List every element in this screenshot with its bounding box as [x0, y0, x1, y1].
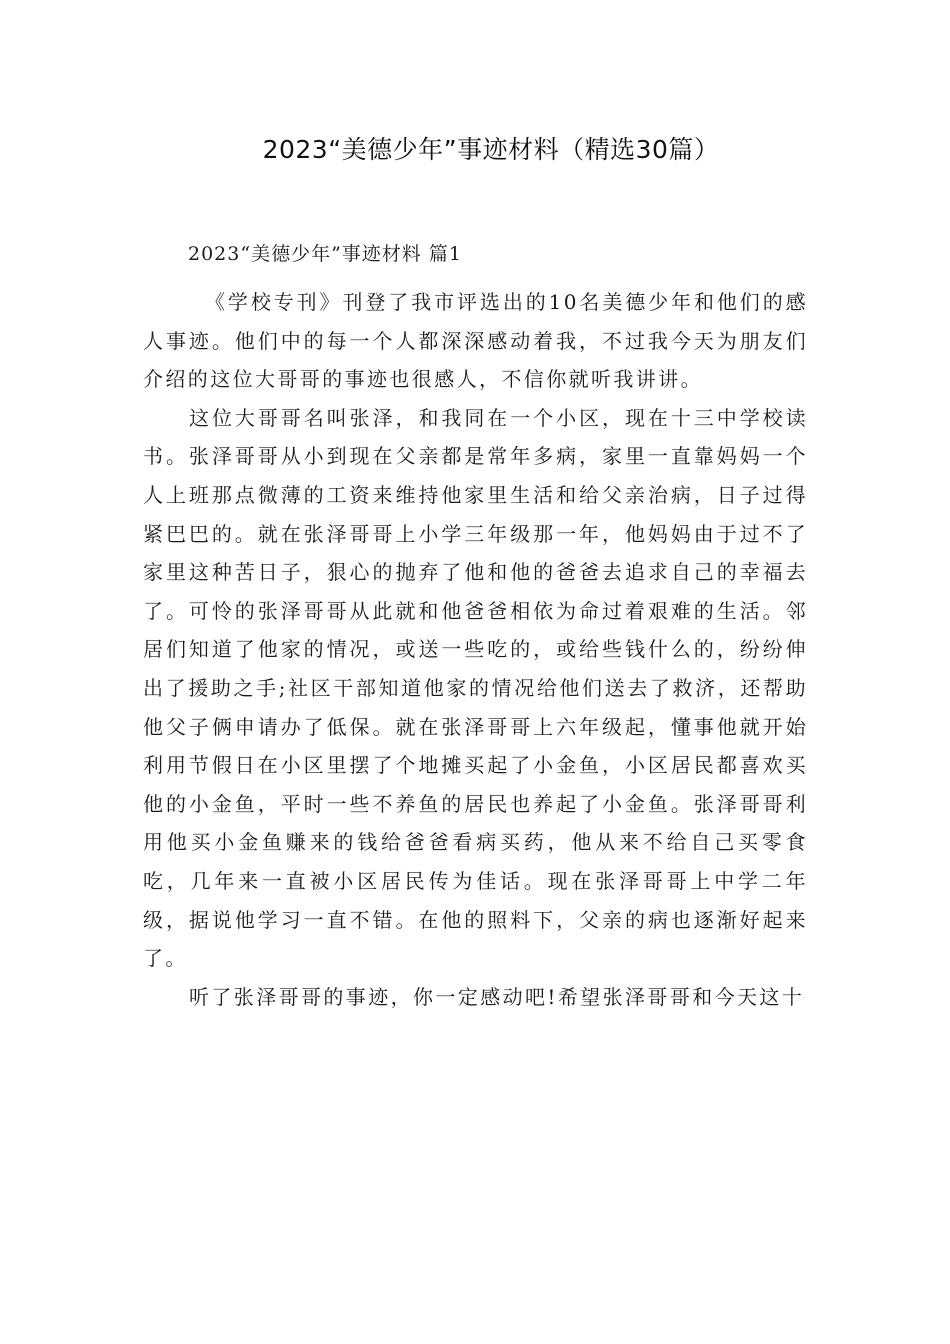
- paragraph-intro: 《学校专刊》刊登了我市评选出的10名美德少年和他们的感人事迹。他们中的每一个人都深深感动着我，不过我今天为朋友们介绍的这位大哥哥的事迹也很感人，不信你就听我讲讲。: [143, 290, 808, 392]
- section-heading: 2023“美德少年”事迹材料 篇1: [188, 243, 462, 265]
- paragraph-story: 这位大哥哥名叫张泽，和我同在一个小区，现在十三中学校读书。张泽哥哥从小到现在父亲都是常年多病，家里一直靠妈妈一个人上班那点微薄的工资来维持他家里生活和给父亲治病，日子过得紧巴巴的。就在张泽哥哥上小学三年级那一年，他妈妈由于过不了家里这种苦日子，狠心的抛弃了他和他的爸爸去追求自己的幸福去了。可怜的张泽哥哥从此就和他爸爸相依为命过着艰难的生活。邻居们知道了他家的情况，或送一些吃的，或给些钱什么的，纷纷伸出了援助之手;社区干部知道他家的情况给他们送去了救济，还帮助他父子俩申请办了低保。就在张泽哥哥上六年级起，懂事他就开始利用节假日在小区里摆了个地摊买起了小金鱼，小区居民都喜欢买他的小金鱼，平时一些不养鱼的居民也养起了小金鱼。张泽哥哥利用他买小金鱼赚来的钱给爸爸看病买药，他从来不给自己买零食吃，几年来一直被小区居民传为佳话。现在张泽哥哥上中学二年级，据说他学习一直不错。在他的照料下，父亲的病也逐渐好起来了。: [143, 405, 808, 971]
- paragraph-closing: 听了张泽哥哥的事迹，你一定感动吧!希望张泽哥哥和今天这十: [189, 984, 805, 1009]
- document-title: 2023“美德少年”事迹材料（精选30篇）: [262, 135, 720, 164]
- document-body: [143, 283, 808, 1016]
